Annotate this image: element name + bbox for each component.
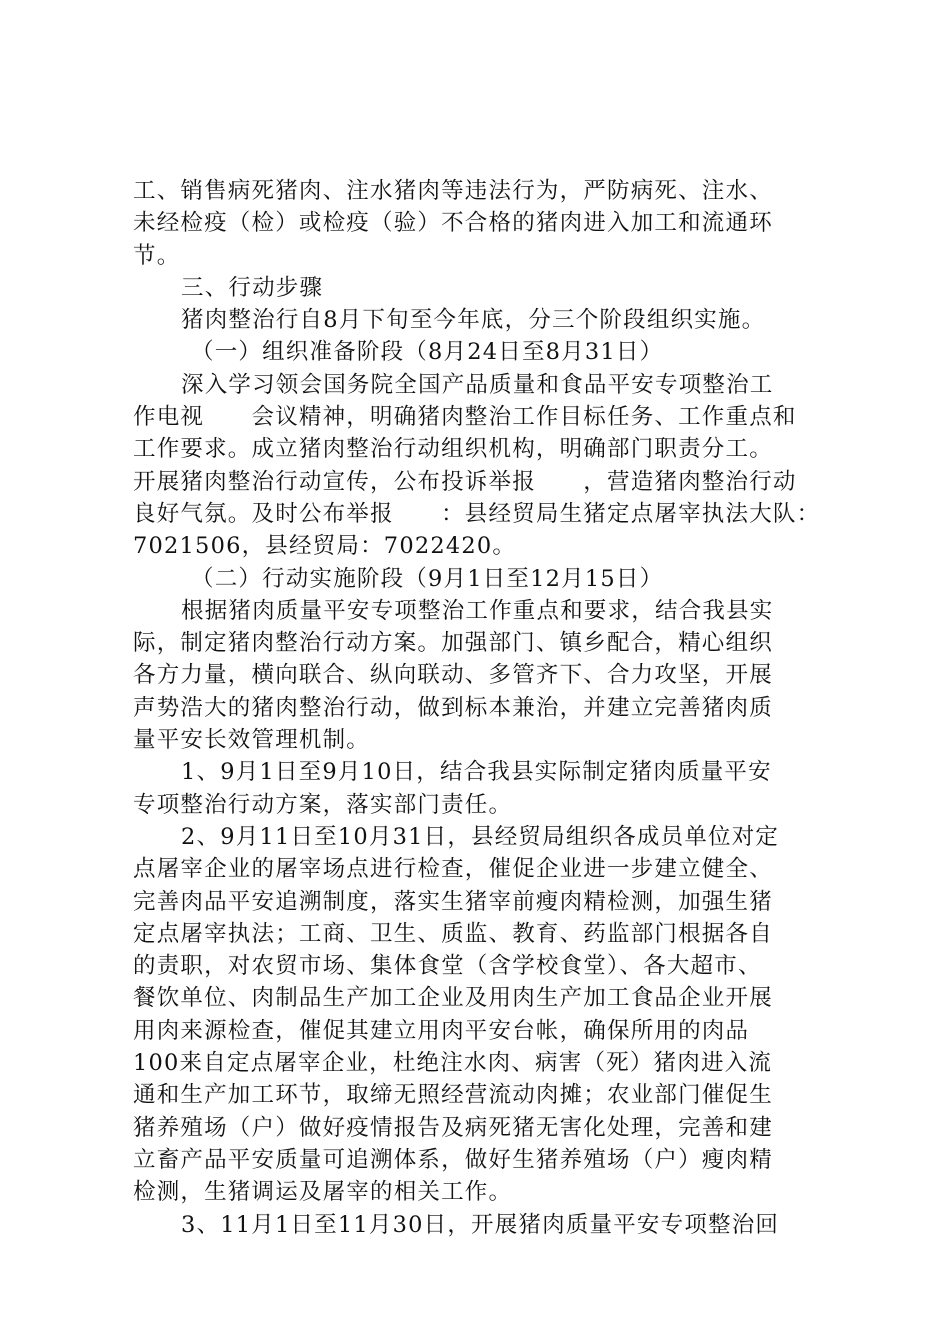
text-line: 未经检疫（检）或检疫（验）不合格的猪肉进入加工和流通环 [133, 210, 773, 237]
subsection-heading: （一）组织准备阶段（8月24日至8月31日） [191, 339, 664, 366]
section-heading: 三、行动步骤 [181, 274, 324, 301]
text-line: 1、9月1日至9月10日，结合我县实际制定猪肉质量平安 [181, 759, 772, 786]
document-body [133, 175, 833, 1241]
text-line: 点屠宰企业的屠宰场点进行检查，催促企业进一步建立健全、 [133, 856, 773, 883]
text-line: 猪养殖场（户）做好疫情报告及病死猪无害化处理，完善和建 [133, 1114, 773, 1141]
text-line: 开展猪肉整治行动宣传，公布投诉举报 ，营造猪肉整治行动 [133, 468, 797, 495]
text-line: 立畜产品平安质量可追溯体系，做好生猪养殖场（户）瘦肉精 [133, 1146, 773, 1173]
text-line: 7021506，县经贸局：7022420。 [133, 533, 517, 560]
text-line: 节。 [133, 242, 181, 269]
text-line: 定点屠宰执法；工商、卫生、质监、教育、药监部门根据各自 [133, 920, 773, 947]
text-line: 的责职，对农贸市场、集体食堂（含学校食堂）、各大超市、 [133, 953, 762, 980]
text-line: 各方力量，横向联合、纵向联动、多管齐下、合力攻坚，开展 [133, 662, 773, 689]
text-line: 3、11月1日至11月30日，开展猪肉质量平安专项整治回 [181, 1211, 780, 1238]
text-line: 检测，生猪调运及屠宰的相关工作。 [133, 1179, 513, 1206]
text-line: 2、9月11日至10月31日，县经贸局组织各成员单位对定 [181, 823, 780, 850]
text-line: 工作要求。成立猪肉整治行动组织机构，明确部门职责分工。 [133, 436, 773, 463]
text-line: 良好气氛。及时公布举报 ：县经贸局生猪定点屠宰执法大队： [133, 500, 821, 527]
text-line: 专项整治行动方案，落实部门责任。 [133, 791, 513, 818]
text-line: 工、销售病死猪肉、注水猪肉等违法行为，严防病死、注水、 [133, 178, 773, 204]
text-line: 完善肉品平安追溯制度，落实生猪宰前瘦肉精检测，加强生猪 [133, 888, 773, 915]
text-line: 作电视 会议精神，明确猪肉整治工作目标任务、工作重点和 [133, 404, 797, 431]
text-line: 用肉来源检查，催促其建立用肉平安台帐，确保所用的肉品 [133, 1017, 750, 1044]
text-line: 声势浩大的猪肉整治行动，做到标本兼治，并建立完善猪肉质 [133, 694, 773, 721]
text-line: 际，制定猪肉整治行动方案。加强部门、镇乡配合，精心组织 [133, 630, 773, 657]
text-line: 深入学习领会国务院全国产品质量和食品平安专项整治工 [181, 371, 774, 398]
text-line: 根据猪肉质量平安专项整治工作重点和要求，结合我县实 [181, 597, 774, 624]
text-line: 通和生产加工环节，取缔无照经营流动肉摊；农业部门催促生 [133, 1082, 773, 1109]
text-line: 猪肉整治行自8月下旬至今年底，分三个阶段组织实施。 [181, 307, 766, 334]
text-line: 量平安长效管理机制。 [133, 727, 371, 754]
text-line: 100来自定点屠宰企业，杜绝注水肉、病害（死）猪肉进入流 [133, 1050, 773, 1077]
text-line: 餐饮单位、肉制品生产加工企业及用肉生产加工食品企业开展 [133, 985, 773, 1012]
subsection-heading: （二）行动实施阶段（9月1日至12月15日） [191, 565, 664, 592]
